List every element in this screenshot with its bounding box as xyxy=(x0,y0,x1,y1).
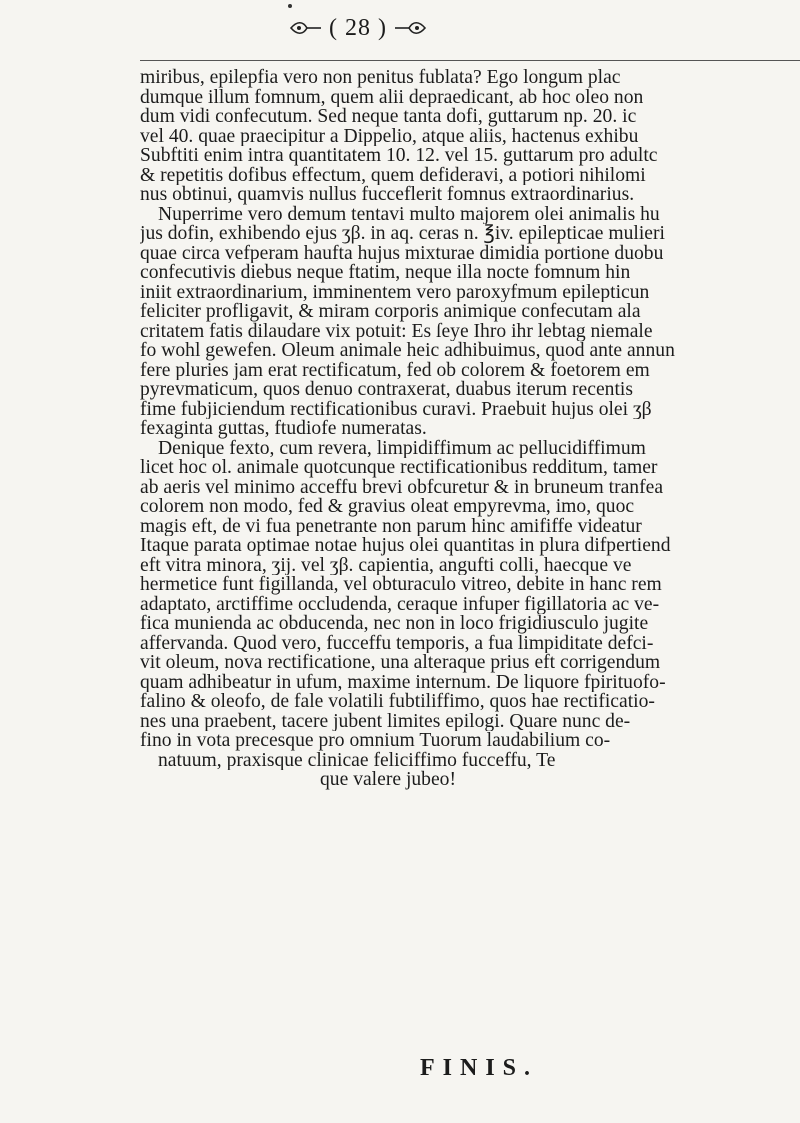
text-line: que valere jubeo! xyxy=(320,770,456,790)
text-line: vit oleum, nova rectificatione, una alteraque prius eft corrigendum xyxy=(140,653,661,673)
text-line: licet hoc ol. animale quotcunque rectificationibus redditum, tamer xyxy=(140,458,658,478)
text-line: Itaque parata optimae notae hujus olei quantitas in plura difpertiend xyxy=(140,536,671,556)
text-line: fo wohl gewefen. Oleum animale heic adhibuimus, quod ante annun xyxy=(140,341,675,361)
text-line: fime fubjiciendum rectificationibus curavi. Praebuit hujus olei ʒβ xyxy=(140,399,652,419)
text-line: pyrevmaticum, quos denuo contraxerat, duabus iterum recentis xyxy=(140,380,633,400)
text-line: ab aeris vel minimo acceffu brevi obfcuretur & in bruneum tranfea xyxy=(140,477,664,497)
text-line: magis eft, de vi fua penetrante non parum hinc amififfe videatur xyxy=(140,516,642,536)
text-line: fica munienda ac obducenda, nec non in loco frigidiusculo jugite xyxy=(140,614,649,634)
text-line: natuum, praxisque clinicae feliciffimo fucceffu, Te xyxy=(158,750,556,770)
text-line: nus obtinui, quamvis nullus fucceflerit fomnus extraordinarius. xyxy=(140,185,635,205)
header-rule xyxy=(140,60,800,61)
text-line: eft vitra minora, ʒij. vel ʒβ. capientia, angufti colli, haecque ve xyxy=(140,555,632,575)
ink-speck xyxy=(288,4,292,8)
page-number: ( 28 ) xyxy=(329,14,387,41)
text-line: affervanda. Quod vero, fucceffu temporis, a fua limpiditate defci- xyxy=(140,633,654,653)
body-text xyxy=(140,68,800,1068)
text-line: nes una praebent, tacere jubent limites epilogi. Quare nunc de- xyxy=(140,711,631,731)
finis-label: FINIS. xyxy=(420,1055,539,1081)
text-line: fere pluries jam erat rectificatum, fed ob colorem & foetorem em xyxy=(140,360,650,380)
text-line: confecutivis diebus neque ftatim, neque illa nocte fomnum hin xyxy=(140,263,631,283)
text-line: feliciter profligavit, & miram corporis animique confecutam ala xyxy=(140,302,641,322)
text-line: miribus, epilepfia vero non penitus fublata? Ego longum plac xyxy=(140,68,621,88)
text-line: dumque illum fomnum, quem alii depraedicant, ab hoc oleo non xyxy=(140,87,644,107)
text-line: & repetitis dofibus effectum, quem defideravi, a potiori nihilomi xyxy=(140,165,646,185)
text-line: vel 40. quae praecipitur a Dippelio, atque aliis, hactenus exhibu xyxy=(140,126,639,146)
text-line: Denique fexto, cum revera, limpidiffimum ac pellucidiffimum xyxy=(158,438,646,458)
text-line: colorem non modo, fed & gravius oleat empyrevma, imo, quoc xyxy=(140,497,635,517)
text-line: quam adhibeatur in ufum, maxime internum. De liquore fpirituofo- xyxy=(140,672,666,692)
text-line: quae circa vefperam haufta hujus mixturae dimidia portione duobu xyxy=(140,243,664,263)
text-line: dum vidi confecutum. Sed neque tanta dofi, guttarum np. 20. ic xyxy=(140,107,637,127)
text-line: falino & oleofo, de fale volatili fubtiliffimo, quos hae rectificatio- xyxy=(140,692,655,712)
ornament-right-icon xyxy=(393,19,427,37)
page-header xyxy=(288,10,428,46)
text-line: hermetice funt figillanda, vel obturaculo vitreo, debite in hanc rem xyxy=(140,575,662,595)
text-line: fino in vota precesque pro omnium Tuorum laudabilium co- xyxy=(140,731,611,751)
text-line: critatem fatis dilaudare vix potuit: Es ſeye Ihro ihr lebtag niemale xyxy=(140,321,653,341)
text-line: Nuperrime vero demum tentavi multo majorem olei animalis hu xyxy=(158,204,660,224)
text-line: jus dofin, exhibendo ejus ʒβ. in aq. ceras n. ℥iv. epilepticae mulieri xyxy=(140,224,665,244)
text-line: iniit extraordinarium, imminentem vero paroxyfmum epilepticun xyxy=(140,282,650,302)
text-line: fexaginta guttas, ftudiofe numeratas. xyxy=(140,419,427,439)
text-line: adaptato, arctiffime occludenda, ceraque infuper figillatoria ac ve- xyxy=(140,594,660,614)
text-line: Subftiti enim intra quantitatem 10. 12. vel 15. guttarum pro adultc xyxy=(140,146,658,166)
ornament-left-icon xyxy=(289,19,323,37)
